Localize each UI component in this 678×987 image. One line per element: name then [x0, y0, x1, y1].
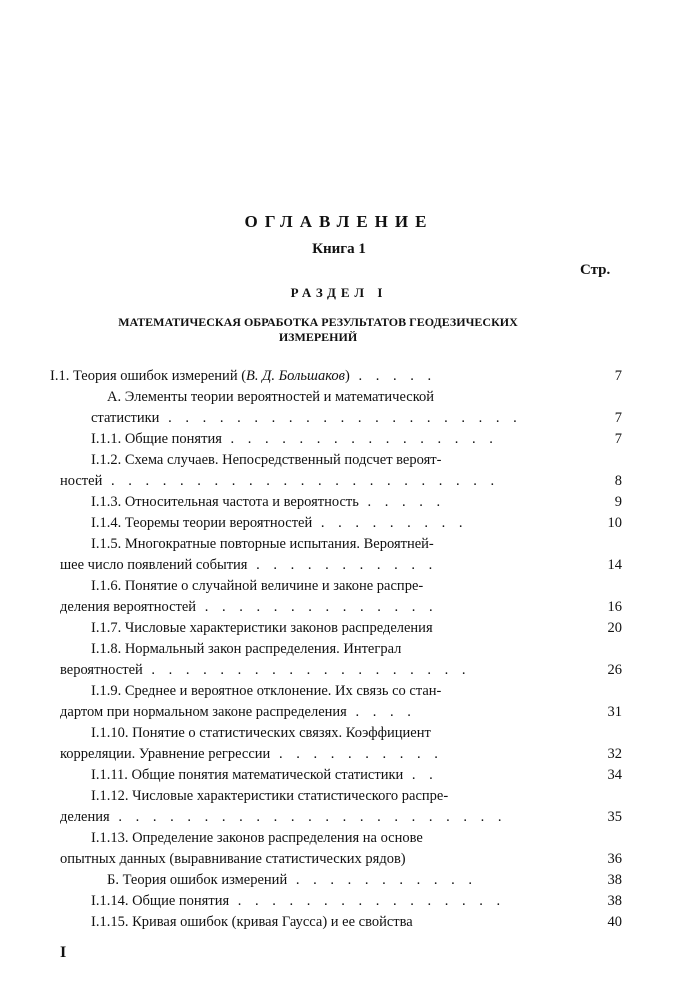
- toc-entry: [60, 450, 500, 492]
- toc-entry-continuation: [60, 849, 423, 870]
- toc-entry-text: I.1.8. Нормальный закон распределения. Интеграл: [91, 641, 402, 657]
- toc-entry-text: ностей: [60, 473, 103, 489]
- page-column-label: Стр.: [580, 262, 611, 278]
- toc-entry-title: [91, 618, 433, 639]
- toc-entry-text: I.1.6. Понятие о случайной величине и законе распре-: [91, 578, 424, 594]
- toc-entry-text: I.1.5. Многократные повторные испытания. Вероятней-: [91, 536, 434, 552]
- toc-page-number: 31: [607, 704, 622, 720]
- section-title: [48, 315, 588, 345]
- toc-entry: [60, 786, 507, 828]
- toc-entry: [91, 618, 433, 639]
- toc-page-number: 8: [614, 473, 622, 489]
- toc-entry-continuation: [60, 471, 499, 492]
- toc-leader-dots: . . . . . . . . . . .: [287, 872, 477, 888]
- toc-entry-continuation: [60, 597, 438, 618]
- toc-entry-text: I.1.1. Общие понятия: [91, 431, 222, 447]
- toc-entry-text: статистики: [91, 410, 160, 426]
- toc-entry-title: [91, 828, 423, 849]
- toc-entry-title: [91, 891, 505, 912]
- toc-entry-author: В. Д. Большаков: [246, 368, 345, 384]
- page-title: ОГЛАВЛЕНИЕ: [244, 212, 434, 231]
- toc-entry-continuation: [60, 807, 506, 828]
- toc-page-number: 26: [607, 662, 622, 678]
- toc-entry: [60, 828, 423, 870]
- toc-entry: [60, 723, 443, 765]
- toc-entry-continuation: [60, 702, 441, 723]
- toc-entry: [91, 765, 438, 786]
- toc-entry-continuation: [60, 555, 437, 576]
- toc-page-number: 36: [607, 851, 622, 867]
- toc-entry: [60, 639, 471, 681]
- toc-entry-text: I.1.11. Общие понятия математической статистики: [91, 767, 404, 783]
- toc-page-number: 7: [614, 431, 622, 447]
- toc-entry-title: [91, 429, 498, 450]
- toc-leader-dots: . . . . . . . . . . . . . . . . . . . . . . .: [102, 473, 500, 489]
- toc-leader-dots: . . . . . . . . . . . . . . . .: [221, 431, 498, 447]
- toc-entry-title: [91, 534, 437, 555]
- toc-page-number: 32: [607, 746, 622, 762]
- toc-entry: [60, 681, 442, 723]
- toc-leader-dots: . . . . . . . . . . . . . .: [196, 599, 438, 615]
- toc-entry: [60, 534, 438, 576]
- toc-leader-dots: . . . . . . . . . . .: [247, 557, 438, 573]
- toc-entry: [107, 870, 477, 891]
- toc-leader-dots: . . . . . . . . . . . . . . . .: [229, 893, 506, 909]
- toc-entry-text: I.1.10. Понятие о статистических связях. Коэффициент: [91, 725, 431, 741]
- toc-leader-dots: . . . . . . . . .: [312, 515, 468, 531]
- toc-entry-text: I.1.14. Общие понятия: [91, 893, 230, 909]
- toc-leader-dots: . . . . . . . . . . . . . . . . . . . . .: [159, 410, 522, 426]
- toc-entry-text: I.1.15. Кривая ошибок (кривая Гаусса) и ее свойства: [91, 914, 413, 930]
- toc-page-number: 7: [614, 368, 622, 384]
- page-footer-mark: I: [60, 944, 67, 961]
- toc-entry-title: [91, 576, 438, 597]
- toc-entry-text: I.1.13. Определение законов распределения на основе: [91, 830, 423, 846]
- toc-entry-title: [91, 786, 506, 807]
- toc-page-number: 34: [607, 767, 622, 783]
- toc-leader-dots: . . . . . . . . . .: [270, 746, 443, 762]
- toc-entry-text: I.1.2. Схема случаев. Непосредственный подсчет вероят-: [91, 452, 442, 468]
- toc-entry: [91, 912, 413, 933]
- toc-entry: [50, 366, 436, 387]
- toc-entry-title: [91, 513, 467, 534]
- toc-entry-text: корреляции. Уравнение регрессии: [60, 746, 271, 762]
- toc-entry-text: шее число появлений события: [60, 557, 248, 573]
- section-title-line-2: ИЗМЕРЕНИЙ: [278, 330, 358, 344]
- toc-entry-title: [91, 765, 438, 786]
- toc-entry-text: дартом при нормальном законе распределения: [60, 704, 347, 720]
- toc-entry-title: [91, 639, 471, 660]
- toc-page-number: 20: [607, 620, 622, 636]
- toc-entry-title: [91, 450, 499, 471]
- toc-page-number: 40: [607, 914, 622, 930]
- toc-entry-title: [107, 870, 477, 891]
- toc-entry: [91, 429, 498, 450]
- toc-entry-title: [91, 681, 441, 702]
- toc-entry-text: деления: [60, 809, 110, 825]
- toc-entry-continuation: [60, 660, 471, 681]
- toc-entry-continuation: [60, 744, 443, 765]
- toc-entry: [91, 387, 522, 429]
- toc-entry-text: Б. Теория ошибок измерений: [107, 872, 288, 888]
- toc-leader-dots: . . . . .: [358, 494, 446, 510]
- toc-entry-text: I.1.3. Относительная частота и вероятность: [91, 494, 359, 510]
- toc-page-number: 10: [607, 515, 622, 531]
- toc-entry: [91, 492, 445, 513]
- toc-entry-text: I.1.4. Теоремы теории вероятностей: [91, 515, 313, 531]
- toc-page-number: 16: [607, 599, 622, 615]
- toc-entry-text: I.1.12. Числовые характеристики статистического распре-: [91, 788, 449, 804]
- toc-leader-dots: . . . .: [346, 704, 416, 720]
- section-label: РАЗДЕЛ I: [290, 285, 388, 300]
- toc-page-number: 14: [607, 557, 622, 573]
- toc-entry-continuation: [91, 408, 522, 429]
- toc-entry-title: [91, 723, 443, 744]
- toc-entry-text: А. Элементы теории вероятностей и математической: [107, 389, 435, 405]
- toc-entry-text: I.1. Теория ошибок измерений (: [50, 368, 247, 384]
- toc-entry-title: [91, 492, 445, 513]
- toc-leader-dots: . . . . . . . . . . . . . . . . . . . . . . .: [109, 809, 507, 825]
- toc-entry-text: I.1.9. Среднее и вероятное отклонение. Их связь со стан-: [91, 683, 442, 699]
- toc-leader-dots: . . . . .: [349, 368, 437, 384]
- toc-entry: [91, 513, 467, 534]
- toc-page-number: 38: [607, 872, 622, 888]
- toc-entry-title: [107, 387, 522, 408]
- toc-page-number: 7: [614, 410, 622, 426]
- toc-entry-title: [50, 366, 436, 387]
- book-label: Книга 1: [312, 241, 366, 257]
- toc-entry: [91, 891, 505, 912]
- toc-entry-text: опытных данных (выравнивание статистических рядов): [60, 851, 406, 867]
- toc-page-number: 9: [614, 494, 622, 510]
- toc-entry: [60, 576, 438, 618]
- toc-page-number: 35: [607, 809, 622, 825]
- toc-entry-text: вероятностей: [60, 662, 143, 678]
- toc-entry-text: I.1.7. Числовые характеристики законов распределения: [91, 620, 433, 636]
- toc-leader-dots: . .: [403, 767, 438, 783]
- section-title-line-1: МАТЕМАТИЧЕСКАЯ ОБРАБОТКА РЕЗУЛЬТАТОВ ГЕОДЕЗИЧЕСКИХ: [118, 315, 518, 329]
- toc-entry-text: деления вероятностей: [60, 599, 197, 615]
- toc-entry-title: [91, 912, 413, 933]
- toc-page-number: 38: [607, 893, 622, 909]
- toc-leader-dots: . . . . . . . . . . . . . . . . . . .: [142, 662, 471, 678]
- toc-entry-text: ): [344, 368, 350, 384]
